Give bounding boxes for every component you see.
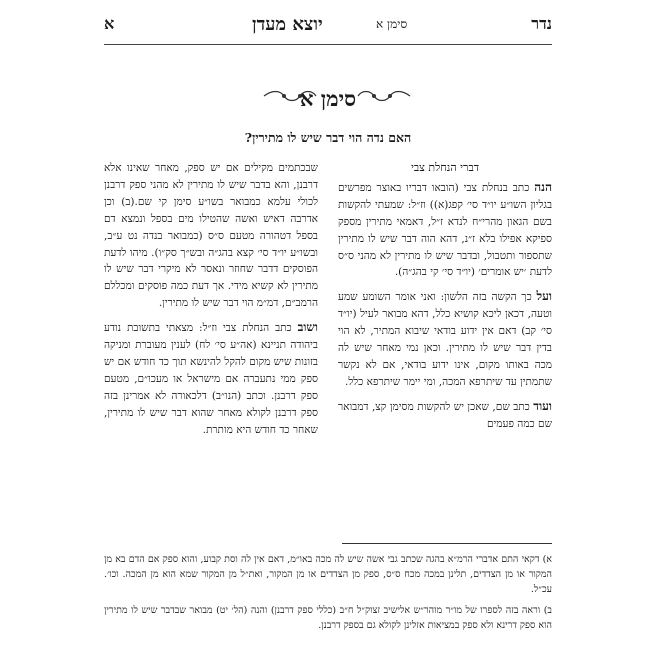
column-title: דברי הנחלת צבי [410, 161, 480, 174]
section-heading-text: סימן א [299, 86, 357, 111]
lead-word: ועל [536, 289, 552, 304]
paragraph [104, 319, 318, 438]
footnote-rule [342, 543, 552, 544]
paragraph [338, 398, 552, 433]
footnote-text: א) דקאי התם אדברי הרמ״א בהגה שכתב גבי אשה שיש לה מכה באו״מ, דאם אין לה וסת קבוע, והוא ספק אם הדם בא מן המקור או מן הצדדים, תלינן במכה מכח ס״ס, ספק מן הצדדים או מן המקור, ואת״ל מן המקור שמא הוא מן המכה. וכו׳. עכ״ל. [104, 554, 552, 595]
header-title-right: נדר [531, 14, 552, 33]
left-column [104, 160, 318, 439]
header-book-title: יוצא מעדן [252, 14, 323, 35]
lead-word: ועוד [533, 398, 552, 413]
paragraph-text: כתב בנחלת צבי (הובאו דבריו באוצר מפרשים בגליון השו״ע יו״ד סי׳ קפג(א)) וז״ל: שמעתי להקשות בשם הגאון מהרי״ח לנדא ז״ל, דאמאי מתירין מספק ספיקא אפילו בלא ז״נ, דהא הוה דבר שיש לו מתירין שתספור ותטבול, ובדבר שיש לו מתירין לא מהני ס״ס לדעת ׳יש אומרים׳ (יו״ד סי׳ קי בהג״ה). [338, 181, 552, 279]
footnote-b [104, 603, 552, 633]
footnote-a [104, 552, 552, 597]
ornament-right-icon [356, 88, 412, 104]
paragraph [338, 179, 552, 281]
footnote-text: ב) וראה בזה לספרו של מו״ר מוהר״ש אלישיב זצוק״ל ח״ב (כללי ספק דרבנן) והנה (הל׳ יט) מבואר שבדבר שיש לו מתירין הוא ספק דרינא ולא ספק במציאות אזלינן לקולא גם בספק דרבנן. [104, 605, 552, 631]
section-heading [104, 86, 552, 112]
question-subheading: האם נדה הוי דבר שיש לו מתירין? [244, 130, 412, 145]
header-section-ref: סימן א [376, 17, 408, 31]
lead-word: ושוב [297, 320, 318, 335]
paragraph [338, 288, 552, 390]
right-column [338, 160, 552, 433]
header-rule [104, 44, 552, 45]
paragraph-text: שבכתמים מקילים אם יש ספק, מאחר שאינו אלא דרבנן, והא בדבר שיש לו מתירין לא מהני ספק דרבנן לכולי עלמא כמבואר בשו״ע סימן קי שם.(ב) וכן אדרבה דאיש ואשה שהטילו מים בספל ונמצא דם בספל דטהורה מטעם ס״ס (כמבואר בנדה נט ע״ב, ובשו״ע יו״ד סי׳ קצא בהג״ה ובש״ך סק״ו). מיהו לדעת הפוסקים דדבר שחוזר ונאסר לא מיקרי דבר שיש לו מתירין לא קשיא מידי. אך דעת כמה פוסקים ומכללם הרמב״ם, דמ״מ הוי דבר שיש לו מתירין. [104, 162, 318, 310]
header-page-letter: א [104, 14, 115, 33]
lead-word: הנה [534, 179, 552, 194]
paragraph-text: כתב הנחלת צבי וז״ל: מצאתי בתשובת נודע ביהודה תניינא (אה״ע סי׳ לח) לענין מעוברת ומניקה בזונות שיש מקום להקל להינשא תוך כד חודש אם יש ספק ממי נתעברה אם מישראל או מעכו״ם, מטעם ספק דרבנן. וכתב (הנו״ב) דלכאורה לא אמרינן בזה ספק דרבנן לקולא מאחר שהוא דבר שיש לו מתירין, שאחר כד חודש היא מותרת. [104, 322, 318, 436]
running-header [104, 14, 552, 40]
paragraph-text: כתב שם, שאכן יש להקשות מסימן קצ, דמבואר שם כמה פעמים [338, 400, 552, 430]
paragraph-text: כך הקשה בזה הלשון: ואני אומר השומע שמע וטעה, דכאן ליכא קושיא כלל, דהא מבואר לעיל (יו״ד סי׳ קב) דאם אין ידוע בודאי שיבוא המתיר, לא הוי בדין דבר שיש לו מתירין. וכאן נמי מאחר שיש לה מכה באותו מקום, אינו ידוע בודאי, אם לא נקשר שתמתין עד שיתרפא המכה, ומי יימר שיתרפא כלל. [338, 291, 552, 388]
paragraph [104, 160, 318, 312]
